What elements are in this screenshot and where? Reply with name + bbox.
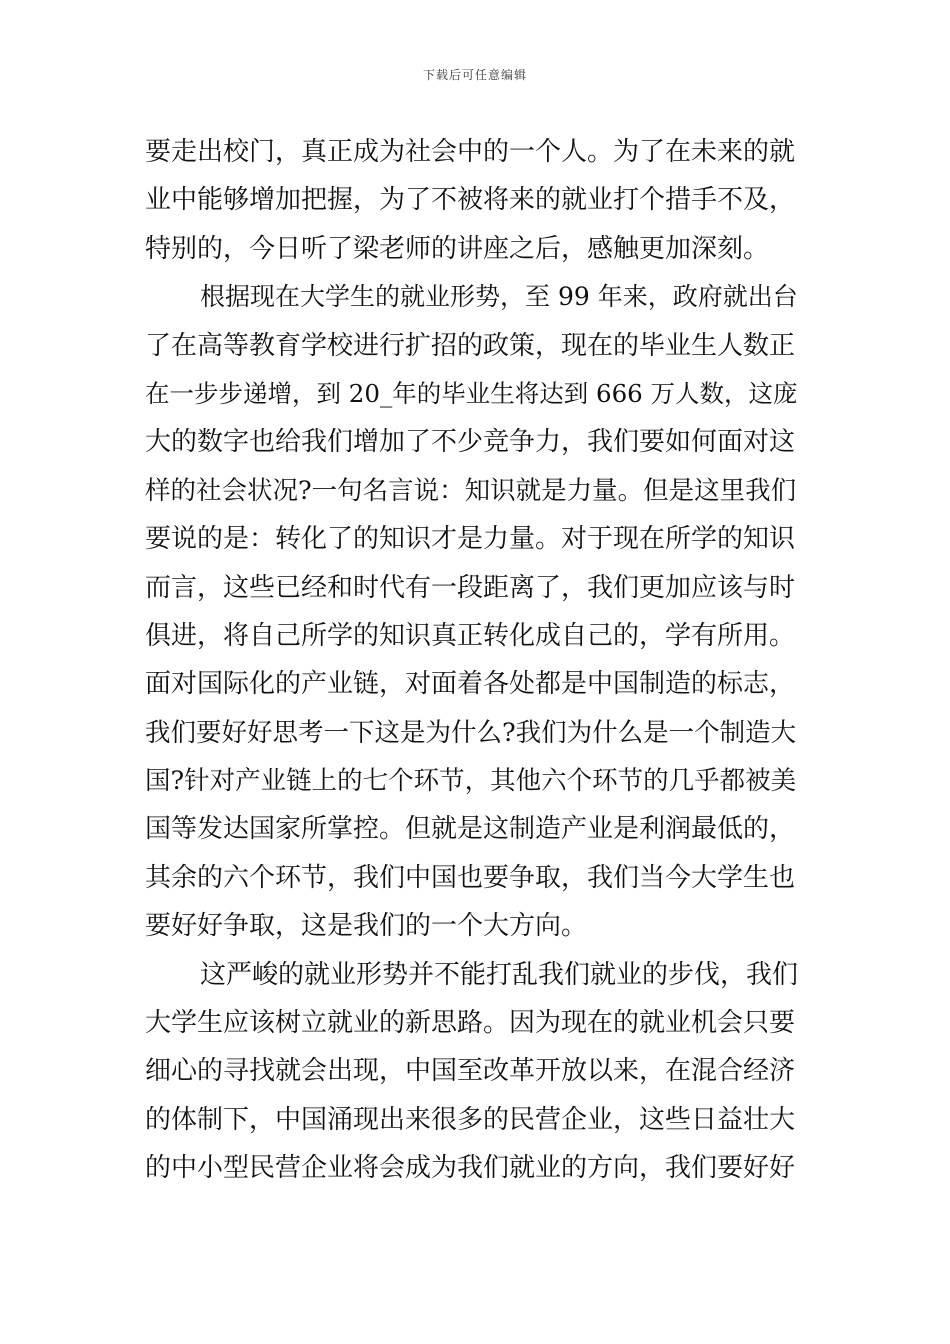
text-line: 在一步步递增，到 20_年的毕业生将达到 666 万人数，这庞 xyxy=(145,378,798,408)
text-line: 的中小型民营企业将会成为我们就业的方向，我们要好好 xyxy=(145,1153,796,1184)
text-line: 要走出校门，真正成为社会中的一个人。为了在未来的就 xyxy=(145,137,796,167)
text-line: 样的社会状况?一句名言说：知识就是力量。但是这里我们 xyxy=(145,475,797,506)
page-header: 下载后可任意编辑 xyxy=(422,68,527,82)
text-line: 面对国际化的产业链，对面着各处都是中国制造的标志， xyxy=(145,669,796,700)
text-line: 而言，这些已经和时代有一段距离了，我们更加应该与时 xyxy=(145,572,796,603)
text-line: 其余的六个环节，我们中国也要争取，我们当今大学生也 xyxy=(145,862,796,893)
text-line: 大学生应该树立就业的新思路。因为现在的就业机会只要 xyxy=(145,1008,796,1039)
text-line: 要说的是：转化了的知识才是力量。对于现在所学的知识 xyxy=(145,524,796,555)
document-body xyxy=(145,128,807,1193)
text-line: 我们要好好思考一下这是为什么?我们为什么是一个制造大 xyxy=(145,717,797,748)
text-line: 国?针对产业链上的七个环节，其他六个环节的几乎都被美 xyxy=(145,766,797,797)
text-line: 国等发达国家所掌控。但就是这制造产业是利润最低的， xyxy=(145,814,796,845)
text-line: 了在高等教育学校进行扩招的政策，现在的毕业生人数正 xyxy=(145,330,796,361)
text-line: 细心的寻找就会出现，中国至改革开放以来，在混合经济 xyxy=(145,1056,796,1087)
text-line: 要好好争取，这是我们的一个大方向。 xyxy=(145,911,588,942)
paragraph-first-line: 这严峻的就业形势并不能打乱我们就业的步伐，我们 xyxy=(200,959,799,990)
text-line: 业中能够增加把握，为了不被将来的就业打个措手不及， xyxy=(145,185,796,216)
paragraph-first-line: 根据现在大学生的就业形势，至 99 年来，政府就出台 xyxy=(200,282,798,312)
text-line: 俱进，将自己所学的知识真正转化成自己的，学有所用。 xyxy=(145,620,796,651)
text-line: 特别的，今日听了梁老师的讲座之后，感触更加深刻。 xyxy=(145,233,770,264)
text-line: 大的数字也给我们增加了不少竞争力，我们要如何面对这 xyxy=(145,427,796,458)
text-line: 的体制下，中国涌现出来很多的民营企业，这些日益壮大 xyxy=(145,1104,796,1135)
